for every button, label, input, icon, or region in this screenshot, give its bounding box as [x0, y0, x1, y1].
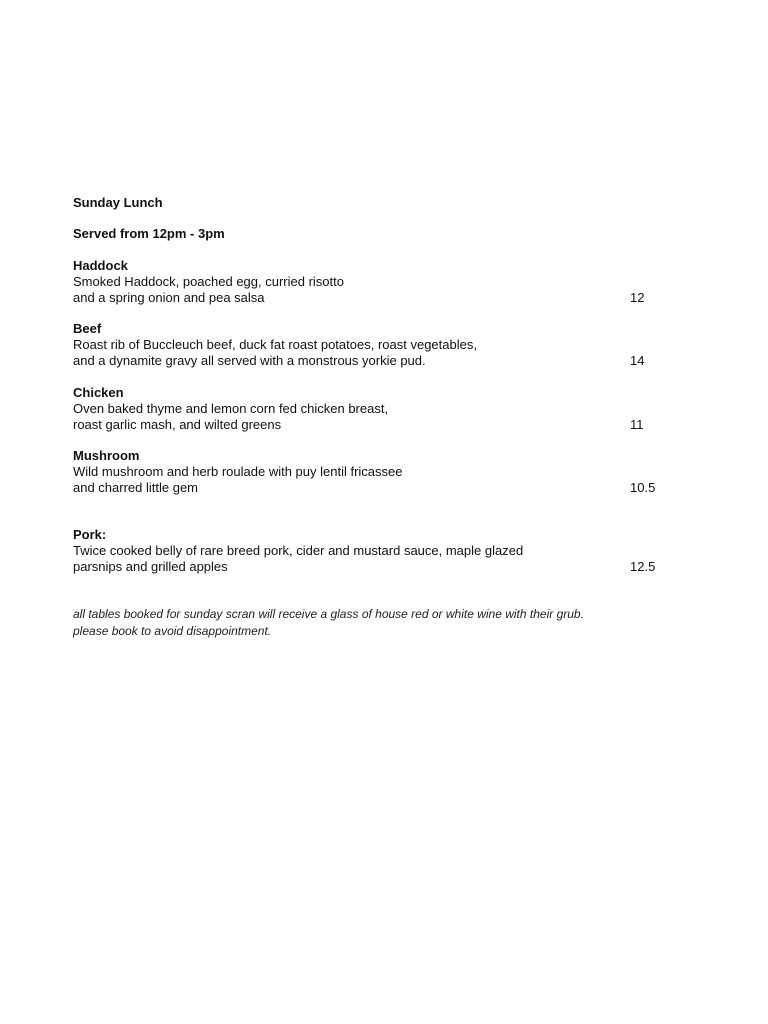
menu-item-name: Haddock [73, 258, 128, 273]
menu-item-price: 12 [630, 290, 645, 305]
menu-item-description-line: Smoked Haddock, poached egg, curried risotto [73, 274, 344, 289]
footer-note-line: please book to avoid disappointment. [73, 624, 272, 638]
menu-item-name: Beef [73, 321, 102, 336]
menu-title: Sunday Lunch [73, 195, 163, 210]
menu-item-description-line: and charred little gem [73, 480, 199, 495]
menu-item-description-line: Wild mushroom and herb roulade with puy lentil fricassee [73, 464, 403, 479]
menu-item-description-line: Twice cooked belly of rare breed pork, cider and mustard sauce, maple glazed [73, 543, 524, 558]
served-hours: Served from 12pm - 3pm [73, 226, 225, 241]
menu-item-name: Chicken [73, 385, 124, 400]
menu-item-description-line: and a dynamite gravy all served with a monstrous yorkie pud. [73, 353, 426, 368]
menu-item-description-line: and a spring onion and pea salsa [73, 290, 265, 305]
menu-item-description-line: parsnips and grilled apples [73, 559, 228, 574]
menu-item-description-line: Oven baked thyme and lemon corn fed chicken breast, [73, 401, 389, 416]
menu-item-name: Pork: [73, 527, 107, 542]
menu-item-price: 12.5 [630, 559, 656, 574]
footer-note-line: all tables booked for sunday scran will receive a glass of house red or white wine with their grub. [73, 607, 584, 621]
menu-item-price: 10.5 [630, 480, 656, 495]
menu-item-name: Mushroom [73, 448, 140, 463]
menu-item-price: 14 [630, 353, 645, 368]
menu-item-description-line: Roast rib of Buccleuch beef, duck fat roast potatoes, roast vegetables, [73, 337, 477, 352]
menu-item-description-line: roast garlic mash, and wilted greens [73, 417, 282, 432]
menu-item-price: 11 [630, 417, 644, 432]
